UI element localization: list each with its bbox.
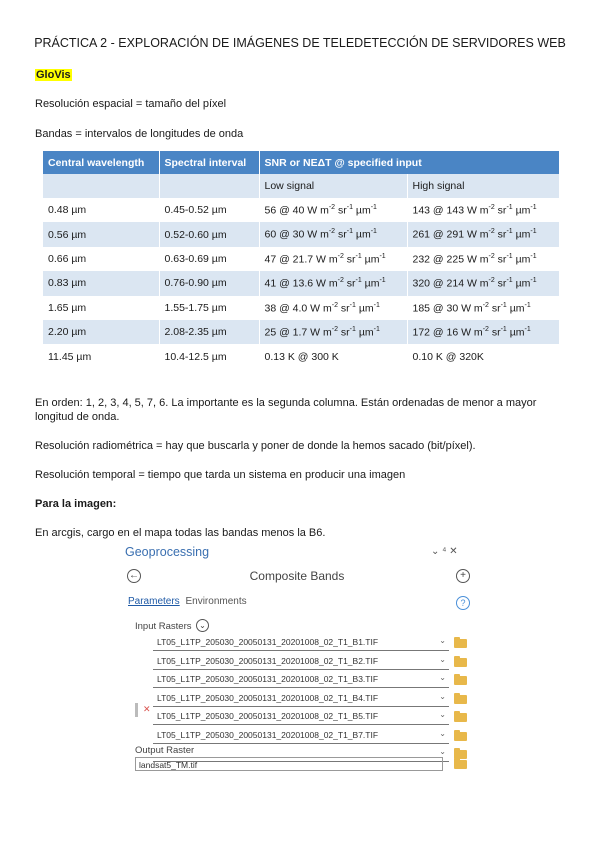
cell-low-signal: 25 @ 1.7 W $m^{-2}$ $sr^{-1}$ µm$^{-1}$ [259, 320, 407, 344]
table-row [43, 296, 559, 320]
cell-high-signal: 261 @ 291 W $m^{-2}$ $sr^{-1}$ µm$^{-1}$ [407, 222, 559, 246]
cell-spectral-interval: 0.76-0.90 µm [159, 271, 259, 295]
header-spectral-interval: Spectral interval [159, 151, 259, 174]
raster-name: LT05_L1TP_205030_20050131_20201008_02_T1_B2.TIF [157, 655, 379, 666]
help-icon[interactable]: ? [456, 596, 470, 610]
cell-central-wavelength: 0.83 µm [43, 271, 159, 295]
subheader-low-signal: Low signal [259, 174, 407, 198]
back-arrow-icon[interactable]: ← [129, 570, 139, 581]
output-raster-label: Output Raster [135, 745, 195, 756]
chevron-down-icon[interactable]: ⌄ [439, 691, 446, 701]
tool-name: Composite Bands [249, 569, 345, 583]
panel-title: Geoprocessing [125, 545, 210, 559]
raster-name: LT05_L1TP_205030_20050131_20201008_02_T1_B5.TIF [157, 711, 379, 721]
tab-bar [128, 596, 247, 607]
output-raster-input[interactable]: landsat5_TM.tif [135, 757, 443, 771]
document-title: PRÁCTICA 2 - EXPLORACIÓN DE IMÁGENES DE TELEDETECCIÓN DE SERVIDORES WEB [34, 36, 566, 50]
cell-central-wavelength: 0.66 µm [43, 247, 159, 271]
spatial-resolution-text: Resolución espacial = tamaño del píxel [35, 98, 227, 110]
folder-icon[interactable] [454, 695, 467, 704]
table-row [43, 344, 559, 368]
subheader-empty-2 [159, 174, 259, 198]
cell-spectral-interval: 1.55-1.75 µm [159, 296, 259, 320]
input-rasters-label: Input Rasters [135, 621, 192, 632]
chevron-down-icon[interactable]: ⌄ [439, 673, 446, 682]
arcgis-note-text: En arcgis, cargo en el mapa todas las bandas menos la B6. [35, 527, 326, 539]
table-row [43, 222, 559, 246]
cell-spectral-interval: 0.63-0.69 µm [159, 247, 259, 271]
raster-input-row[interactable] [153, 710, 449, 725]
raster-input-row[interactable] [153, 692, 449, 707]
temporal-text: Resolución temporal = tiempo que tarda un sistema en producir una imagen [35, 469, 406, 481]
subheader-high-signal: High signal [407, 174, 559, 198]
image-heading: Para la imagen: [35, 498, 117, 510]
cell-high-signal: 320 @ 214 W $m^{-2}$ $sr^{-1}$ µm$^{-1}$ [407, 271, 559, 295]
chevron-down-icon[interactable]: ⌄ [196, 619, 209, 632]
glovis-heading-wrap [35, 68, 72, 82]
band-table [43, 151, 560, 369]
header-snr: SNR or NEΔT @ specified input [259, 151, 559, 174]
table-row [43, 198, 559, 222]
header-central-wavelength: Central wavelength [43, 151, 159, 174]
geoprocessing-panel [118, 541, 476, 805]
folder-icon[interactable] [454, 713, 467, 722]
tab-parameters[interactable]: Parameters [128, 596, 180, 607]
delete-icon[interactable]: ✕ [143, 704, 151, 714]
drag-handle[interactable] [135, 703, 138, 717]
folder-icon[interactable] [454, 760, 467, 769]
tab-environments[interactable]: Environments [185, 596, 247, 607]
cell-spectral-interval: 0.52-0.60 µm [159, 222, 259, 246]
chevron-down-icon[interactable]: ⌄ [439, 636, 446, 645]
table-row [43, 320, 559, 344]
cell-high-signal: 232 @ 225 W $m^{-2}$ $sr^{-1}$ µm$^{-1}$ [407, 247, 559, 271]
chevron-down-icon[interactable]: ⌄ [439, 654, 446, 664]
order-note-text: En orden: 1, 2, 3, 4, 5, 7, 6. La importante es la segunda columna. Están ordenadas de menor a mayor longitud de onda. [35, 397, 537, 423]
chevron-down-icon[interactable]: ⌄ [439, 747, 446, 756]
cell-low-signal: 41 @ 13.6 W $m^{-2}$ $sr^{-1}$ µm$^{-1}$ [259, 271, 407, 295]
table-header-row [43, 151, 559, 174]
raster-name: LT05_L1TP_205030_20050131_20201008_02_T1_B7.TIF [157, 729, 379, 740]
cell-low-signal: 60 @ 30 W $m^{-2}$ $sr^{-1}$ µm$^{-1}$ [259, 222, 407, 246]
chevron-down-icon[interactable]: ⌄ [439, 728, 446, 738]
folder-icon[interactable] [454, 658, 467, 667]
folder-icon[interactable] [454, 732, 467, 741]
window-controls[interactable]: ⌄ ⁴ ✕ [431, 546, 458, 557]
radiometric-text: Resolución radiométrica = hay que buscarla y poner de donde la hemos sacado (bit/píxel). [35, 440, 476, 452]
raster-input-row[interactable] [153, 636, 449, 651]
glovis-heading: GloVis [36, 69, 71, 81]
raster-name: LT05_L1TP_205030_20050131_20201008_02_T1_B4.TIF [157, 692, 379, 703]
folder-icon[interactable] [454, 639, 467, 648]
cell-high-signal: 0.10 K @ 320K [407, 344, 559, 368]
raster-input-row[interactable] [153, 673, 449, 688]
cell-central-wavelength: 11.45 µm [43, 344, 159, 368]
raster-name: LT05_L1TP_205030_20050131_20201008_02_T1_B3.TIF [157, 674, 379, 684]
cell-low-signal: 47 @ 21.7 W $m^{-2}$ $sr^{-1}$ µm$^{-1}$ [259, 247, 407, 271]
cell-high-signal: 185 @ 30 W $m^{-2}$ $sr^{-1}$ µm$^{-1}$ [407, 296, 559, 320]
cell-spectral-interval: 0.45-0.52 µm [159, 198, 259, 222]
add-icon[interactable]: + [456, 569, 470, 583]
raster-name: LT05_L1TP_205030_20050131_20201008_02_T1_B1.TIF [157, 637, 379, 647]
cell-spectral-interval: 2.08-2.35 µm [159, 320, 259, 344]
folder-icon[interactable] [454, 676, 467, 685]
bands-definition-text: Bandas = intervalos de longitudes de onda [35, 128, 244, 140]
table-subheader-row [43, 174, 559, 198]
cell-spectral-interval: 10.4-12.5 µm [159, 344, 259, 368]
subheader-empty-1 [43, 174, 159, 198]
cell-low-signal: 38 @ 4.0 W $m^{-2}$ $sr^{-1}$ µm$^{-1}$ [259, 296, 407, 320]
cell-central-wavelength: 2.20 µm [43, 320, 159, 344]
cell-central-wavelength: 0.48 µm [43, 198, 159, 222]
cell-low-signal: 56 @ 40 W $m^{-2}$ $sr^{-1}$ µm$^{-1}$ [259, 198, 407, 222]
cell-central-wavelength: 0.56 µm [43, 222, 159, 246]
cell-central-wavelength: 1.65 µm [43, 296, 159, 320]
table-row [43, 247, 559, 271]
cell-low-signal: 0.13 K @ 300 K [259, 344, 407, 368]
raster-input-row[interactable] [153, 729, 449, 744]
cell-high-signal: 143 @ 143 W $m^{-2}$ $sr^{-1}$ µm$^{-1}$ [407, 198, 559, 222]
chevron-down-icon[interactable]: ⌄ [439, 710, 446, 719]
table-row [43, 271, 559, 295]
raster-input-row[interactable] [153, 655, 449, 670]
cell-high-signal: 172 @ 16 W $m^{-2}$ $sr^{-1}$ µm$^{-1}$ [407, 320, 559, 344]
